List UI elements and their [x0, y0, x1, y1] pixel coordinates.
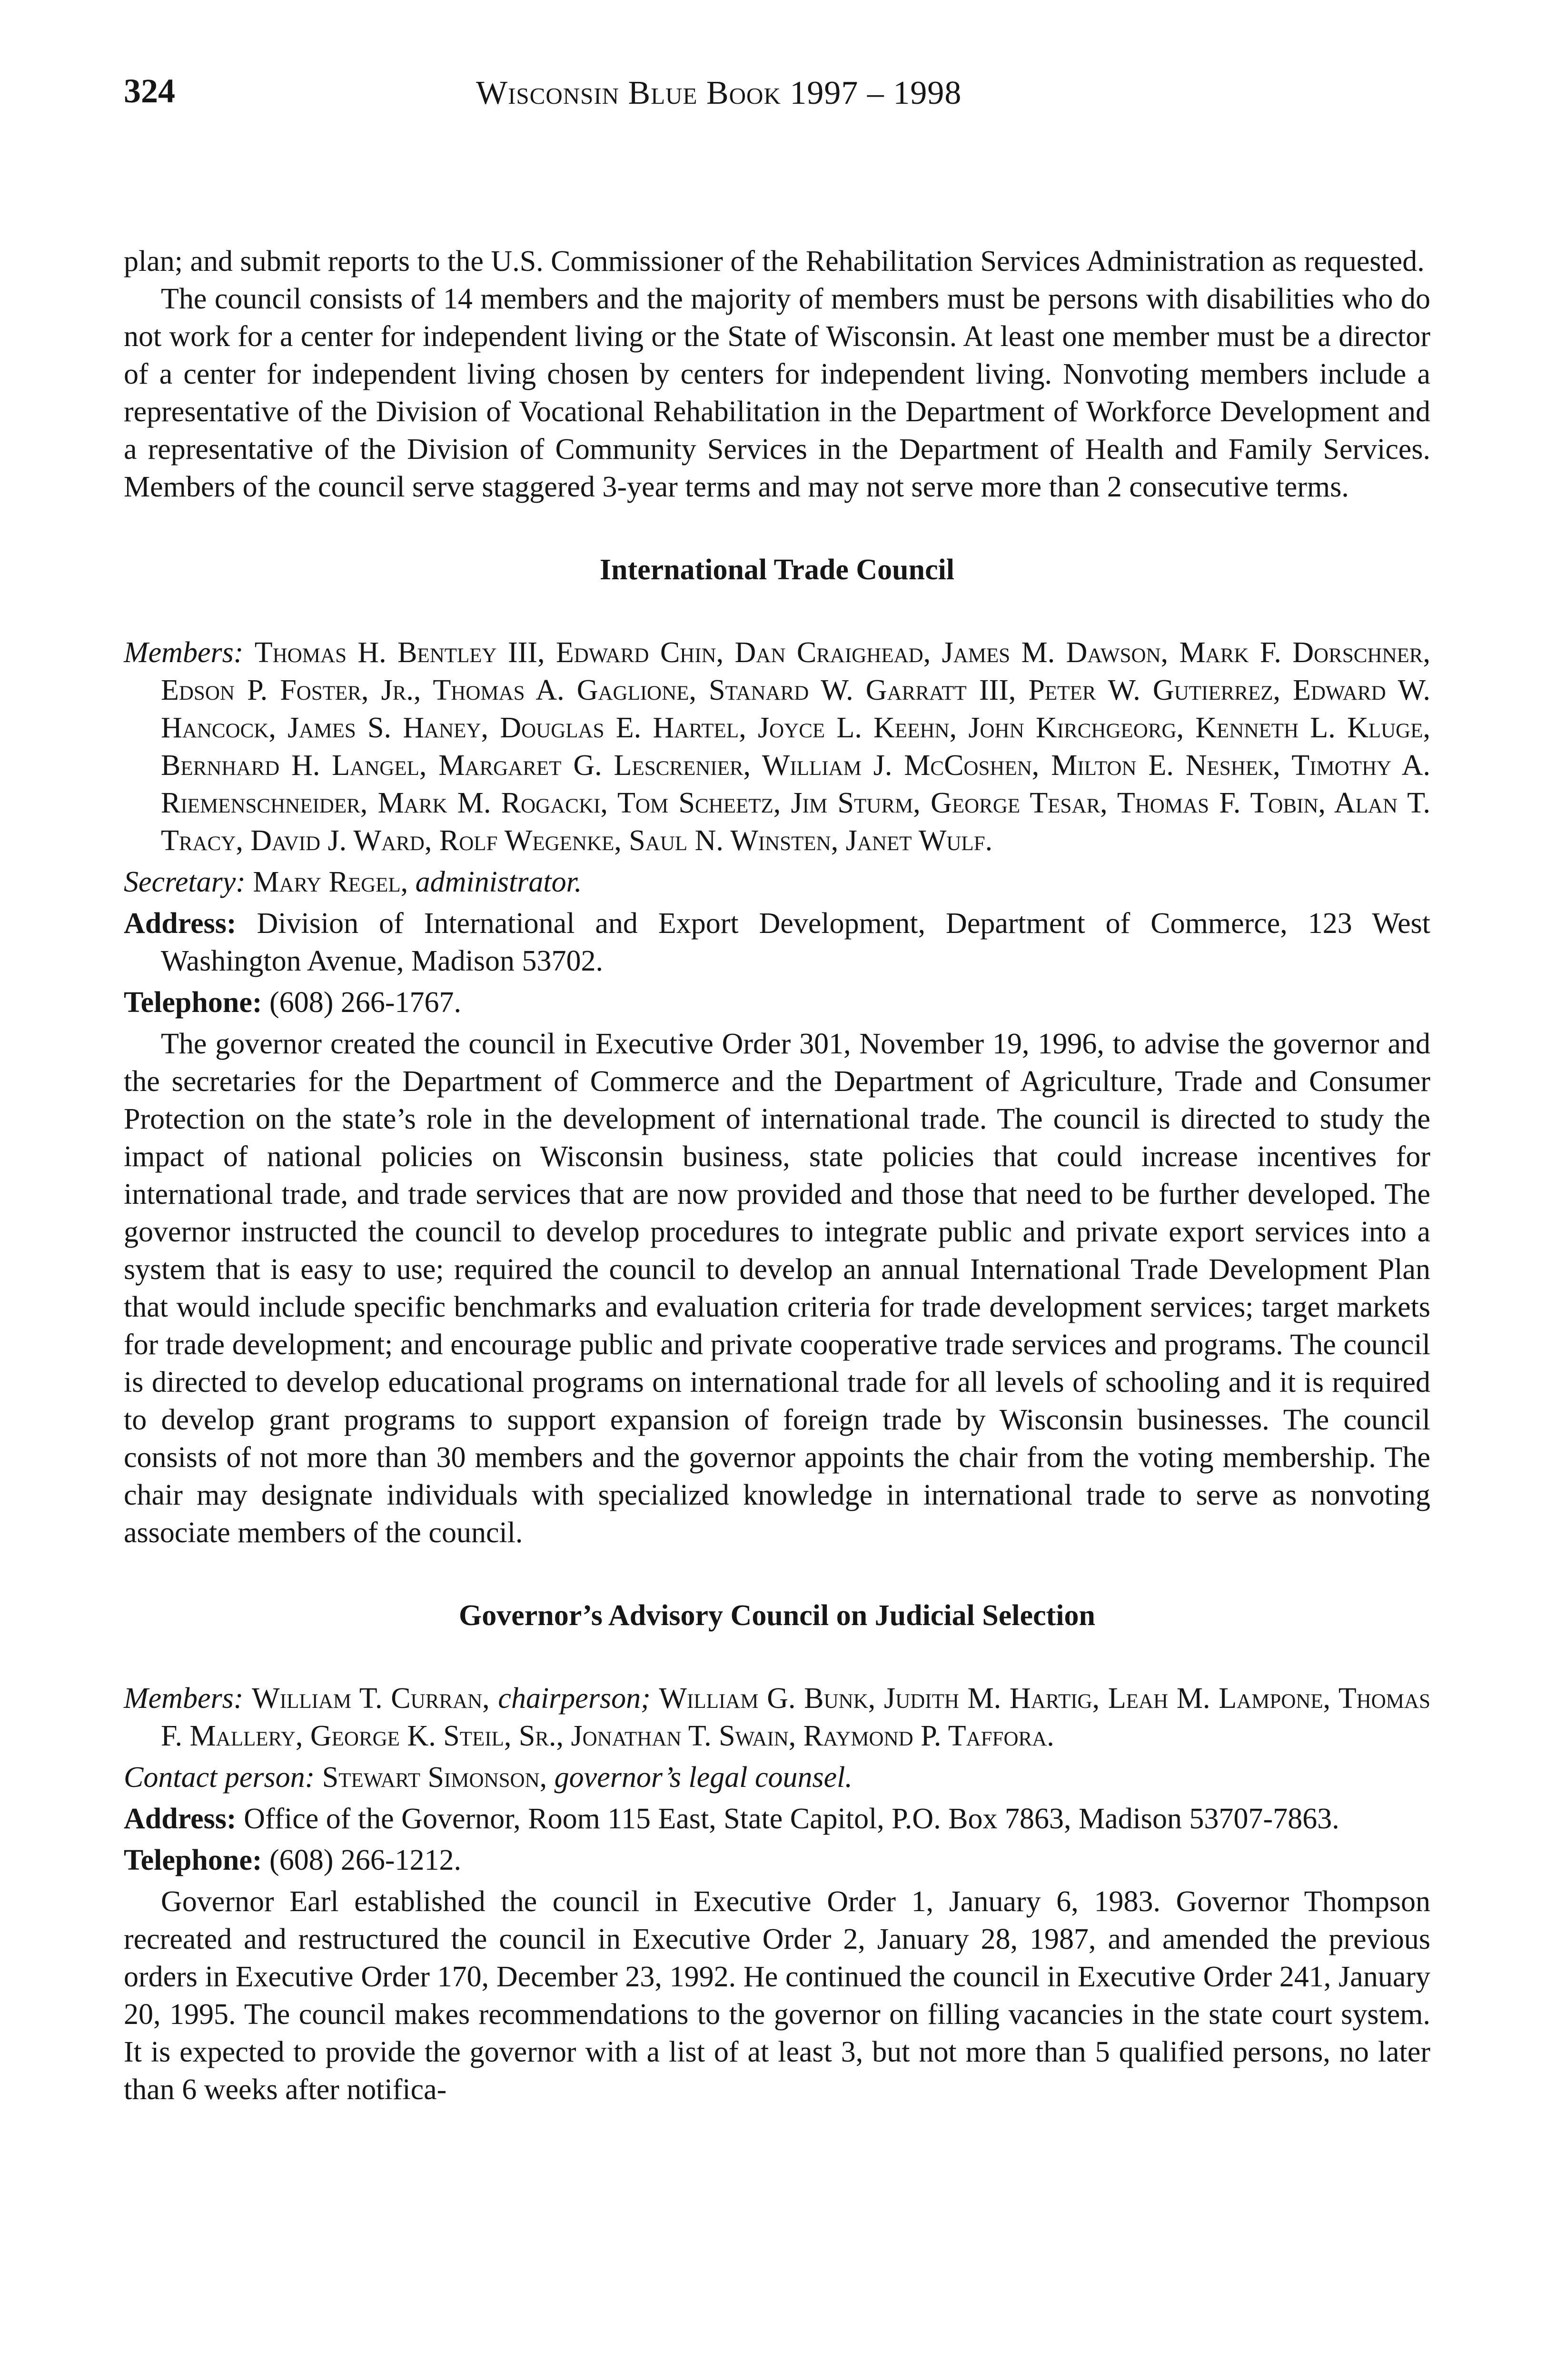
page-body — [124, 243, 1430, 2109]
address-label: Address: — [124, 1803, 237, 1835]
page — [124, 62, 1430, 2109]
page-header — [124, 62, 1430, 119]
secretary-title: administrator. — [415, 866, 582, 898]
secretary-name: Mary Regel, — [253, 866, 408, 898]
judicial-description-paragraph: Governor Earl established the council in Executive Order 1, January 6, 1983. Governor Thompson recreated and restructured the council in Executive Order 2, January 28, 1987, and amended the previous orders in Executive Order 170, December 23, 1992. He continued the council in Executive Order 241, January 20, 1995. The council makes recommendations to the governor on filling vacancies in the state court system. It is expected to provide the governor with a list of at least 3, but not more than 5 qualified persons, no later than 6 weeks after notifica- — [124, 1885, 1430, 2106]
trade-address-entry — [124, 905, 1430, 980]
members-label: Members: — [124, 1682, 244, 1715]
judicial-telephone-entry — [124, 1842, 1430, 1879]
chairperson-name: William T. Curran, — [252, 1682, 490, 1715]
intro-council-paragraph: The council consists of 14 members and the majority of members must be persons with disabilities who do not work for a center for independent living or the State of Wisconsin. At least one member must be a director of a center for independent living chosen by centers for independent living. Nonvoting members include a representative of the Division of Vocational Rehabilitation in the Department of Workforce Development and a representative of the Division of Community Services in the Department of Health and Family Services. Members of the council serve staggered 3-year terms and may not serve more than 2 consecutive terms. — [124, 283, 1430, 503]
intro-continuation-paragraph: plan; and submit reports to the U.S. Commissioner of the Rehabilitation Services Administration as requested. — [124, 245, 1425, 278]
trade-secretary-entry — [124, 863, 1430, 901]
address-text: Division of International and Export Development, Department of Commerce, 123 West Washington Avenue, Madison 53702. — [161, 907, 1431, 977]
trade-description-paragraph: The governor created the council in Executive Order 301, November 19, 1996, to advise the governor and the secretaries for the Department of Commerce and the Department of Agriculture, Trade and Consumer Protection on the state’s role in the development of international trade. The council is directed to study the impact of national policies on Wisconsin business, state policies that could increase incentives for international trade, and trade services that are now provided and those that need to be further developed. The governor instructed the council to develop procedures to integrate public and private export services into a system that is easy to use; required the council to develop an annual International Trade Development Plan that would include specific benchmarks and evaluation criteria for trade development services; target markets for trade development; and encourage public and private cooperative trade services and programs. The council is directed to develop educational programs on international trade for all levels of schooling and it is required to develop grant programs to support expansion of foreign trade by Wisconsin businesses. The council consists of not more than 30 members and the governor appoints the chair from the voting membership. The chair may designate individuals with specialized knowledge in international trade to serve as nonvoting associate members of the council. — [124, 1028, 1430, 1549]
section-heading-international-trade-council: International Trade Council — [599, 554, 955, 586]
secretary-label: Secretary: — [124, 866, 246, 898]
members-list: Thomas H. Bentley III, Edward Chin, Dan Craighead, James M. Dawson, Mark F. Dorschner, Edson P. Foster, Jr., Thomas A. Gaglione, Stanard W. Garratt III, Peter W. Gutierrez, Edward W. Hancock, James S. Haney, Douglas E. Hartel, Joyce L. Keehn, John Kirchgeorg, Kenneth L. Kluge, Bernhard H. Langel, Margaret G. Lescrenier, William J. McCoshen, Milton E. Neshek, Timothy A. Riemenschneider, Mark M. Rogacki, Tom Scheetz, Jim Sturm, George Tesar, Thomas F. Tobin, Alan T. Tracy, David J. Ward, Rolf Wegenke, Saul N. Winsten, Janet Wulf. — [161, 636, 1430, 857]
telephone-label: Telephone: — [124, 986, 262, 1019]
trade-telephone-entry — [124, 984, 1430, 1021]
telephone-label: Telephone: — [124, 1844, 262, 1876]
judicial-members-entry — [124, 1680, 1430, 1755]
section-heading-judicial-selection: Governor’s Advisory Council on Judicial Selection — [458, 1599, 1096, 1632]
members-label: Members: — [124, 636, 244, 669]
contact-title: governor’s legal counsel. — [554, 1761, 852, 1794]
address-text: Office of the Governor, Room 115 East, State Capitol, P.O. Box 7863, Madison 53707-7863. — [244, 1803, 1339, 1835]
contact-name: Stewart Simonson, — [322, 1761, 547, 1794]
judicial-contact-entry — [124, 1759, 1430, 1796]
trade-members-entry — [124, 634, 1430, 860]
telephone-number: (608) 266-1212. — [269, 1844, 461, 1876]
page-number: 324 — [124, 72, 175, 110]
address-label: Address: — [124, 907, 237, 940]
telephone-number: (608) 266-1767. — [269, 986, 461, 1019]
contact-label: Contact person: — [124, 1761, 315, 1794]
judicial-address-entry — [124, 1800, 1430, 1838]
chairperson-title: chairperson; — [498, 1682, 651, 1715]
running-head: Wisconsin Blue Book 1997 – 1998 — [476, 75, 962, 111]
members-list: William G. Bunk, Judith M. Hartig, Leah M. Lampone, Thomas F. Mallery, George K. Steil, Sr., Jonathan T. Swain, Raymond P. Taffora. — [161, 1682, 1431, 1752]
